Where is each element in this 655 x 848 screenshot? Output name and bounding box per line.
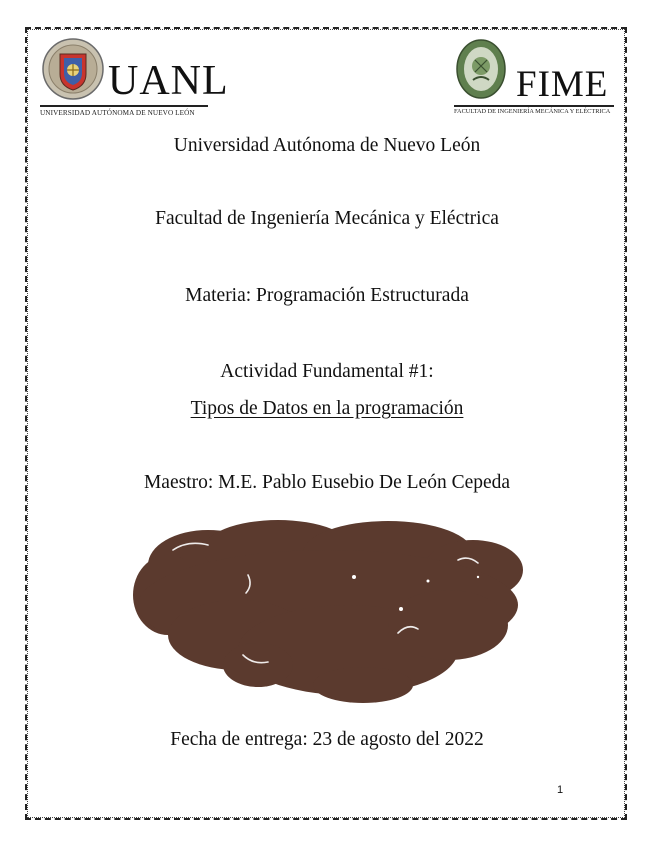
redaction-scribble [128, 515, 528, 705]
uanl-seal-icon [42, 38, 104, 100]
uanl-logo [38, 38, 228, 118]
uanl-wordmark: UANL [108, 58, 229, 104]
due-date-line: Fecha de entrega: 23 de agosto del 2022 [170, 729, 484, 750]
uanl-subtitle: UNIVERSIDAD AUTÓNOMA DE NUEVO LEÓN [40, 109, 195, 117]
fime-subtitle: FACULTAD DE INGENIERÍA MECÁNICA Y ELÉCTRICA [454, 108, 611, 115]
teacher-line: Maestro: M.E. Pablo Eusebio De León Cepeda [143, 472, 511, 493]
fime-logo [452, 38, 622, 118]
activity-line: Actividad Fundamental #1: [220, 361, 434, 382]
faculty-name: Facultad de Ingeniería Mecánica y Eléctrica [155, 208, 499, 229]
subject-line: Materia: Programación Estructurada [185, 285, 469, 306]
activity-title: Tipos de Datos en la programación [190, 398, 464, 419]
page-number: 1 [557, 784, 564, 796]
university-name: Universidad Autónoma de Nuevo León [173, 135, 481, 156]
fime-wordmark: FIME [516, 64, 609, 105]
fime-rule [454, 105, 614, 107]
uanl-rule [40, 105, 208, 107]
fime-seal-icon [455, 38, 507, 100]
